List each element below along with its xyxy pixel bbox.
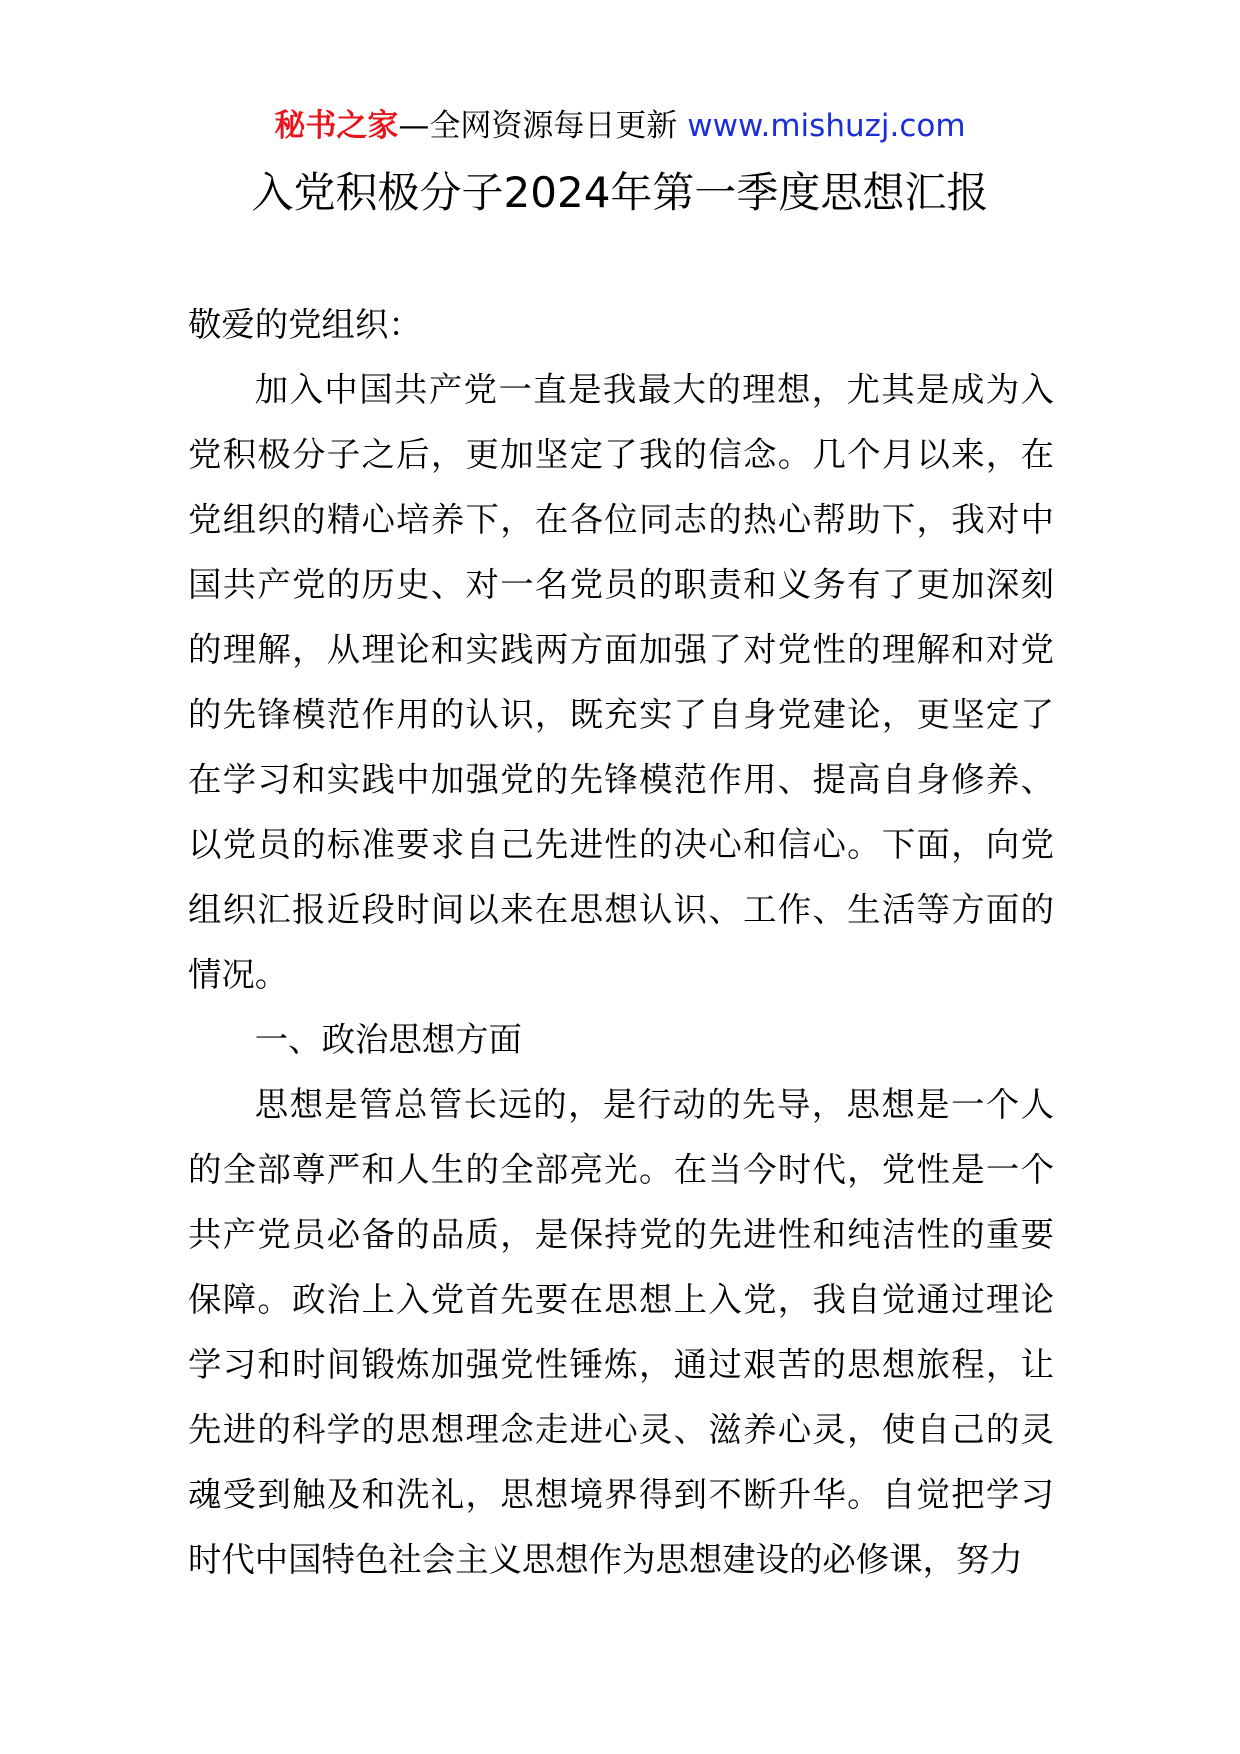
- paragraph-political-thought: 思想是管总管长远的，是行动的先导，思想是一个人的全部尊严和人生的全部亮光。在当今时代，党性是一个共产党员必备的品质，是保持党的先进性和纯洁性的重要保障。政治上入党首先要在思想上入党，我自觉通过理论学习和时间锻炼加强党性锤炼，通过艰苦的思想旅程，让先进的科学的思想理念走进心灵、滋养心灵，使自己的灵魂受到触及和洗礼，思想境界得到不断升华。自觉把学习时代中国特色社会主义思想作为思想建设的必修课，努力: [188, 1085, 1054, 1579]
- paragraph-intro: 加入中国共产党一直是我最大的理想，尤其是成为入党积极分子之后，更加坚定了我的信念。几个月以来，在党组织的精心培养下，在各位同志的热心帮助下，我对中国共产党的历史、对一名党员的职责和义务有了更加深刻的理解，从理论和实践两方面加强了对党性的理解和对党的先锋模范作用的认识，既充实了自身党建论，更坚定了在学习和实践中加强党的先锋模范作用、提高自身修养、以党员的标准要求自己先进性的决心和信心。下面，向党组织汇报近段时间以来在思想认识、工作、生活等方面的情况。: [188, 370, 1054, 994]
- website-link[interactable]: www.mishuzj.com: [687, 108, 966, 144]
- section-heading-political-thought: 一、政治思想方面: [254, 1020, 522, 1059]
- brand-name: 秘书之家: [274, 108, 399, 144]
- salutation: 敬爱的党组织：: [188, 305, 422, 344]
- site-banner: [0, 106, 1240, 146]
- banner-tagline: —全网资源每日更新: [398, 108, 678, 144]
- document-title: 入党积极分子2024年第一季度思想汇报: [251, 168, 989, 217]
- document-body: [188, 292, 1054, 1592]
